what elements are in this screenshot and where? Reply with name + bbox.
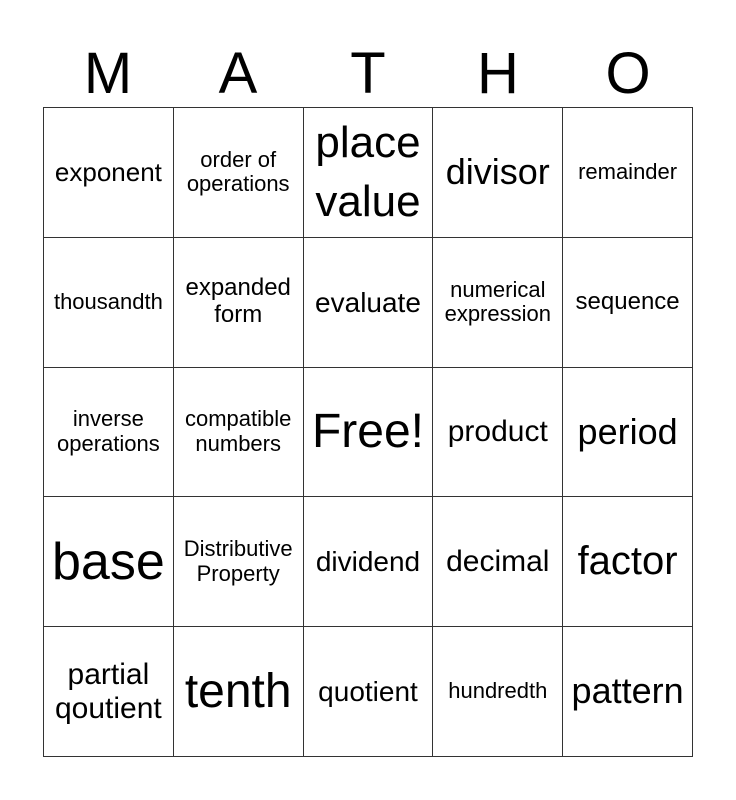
cell-label: dividend xyxy=(315,546,421,578)
bingo-cell[interactable] xyxy=(433,497,563,627)
header-letter-h: H xyxy=(477,41,519,106)
bingo-cell[interactable] xyxy=(433,627,563,757)
cell-label: hundredth xyxy=(448,678,548,704)
board-header xyxy=(43,40,693,108)
cell-label: pattern xyxy=(571,670,684,712)
bingo-cell free-space[interactable] xyxy=(304,368,434,498)
header-letter-o: O xyxy=(605,41,651,106)
cell-label: Free! xyxy=(311,405,424,459)
header-letter-m: M xyxy=(83,41,133,106)
cell-label: evaluate xyxy=(315,286,421,318)
bingo-cell[interactable] xyxy=(304,238,434,368)
bingo-board xyxy=(43,107,693,757)
bingo-cell[interactable] xyxy=(304,497,434,627)
bingo-cell[interactable] xyxy=(174,368,304,498)
cell-label: thousandth xyxy=(53,288,163,314)
cell-label: period xyxy=(577,410,678,452)
cell-label: order of operations xyxy=(186,146,290,197)
bingo-cell[interactable] xyxy=(563,627,693,757)
bingo-cell[interactable] xyxy=(563,368,693,498)
cell-label: sequence xyxy=(575,287,680,315)
bingo-cell[interactable] xyxy=(174,238,304,368)
bingo-cell[interactable] xyxy=(174,627,304,757)
cell-label: Distributive Property xyxy=(183,536,293,586)
cell-label: compatible numbers xyxy=(184,406,292,456)
cell-label: base xyxy=(52,532,165,591)
cell-label: expanded form xyxy=(185,274,291,329)
cell-label: tenth xyxy=(184,664,292,718)
cell-label: exponent xyxy=(54,156,162,187)
cell-label: decimal xyxy=(446,544,550,578)
cell-label: quotient xyxy=(318,675,418,707)
header-letter-a: A xyxy=(218,41,258,106)
bingo-cell[interactable] xyxy=(563,238,693,368)
bingo-cell[interactable] xyxy=(44,627,174,757)
cell-label: place value xyxy=(315,118,421,227)
cell-label: partial qoutient xyxy=(55,658,162,725)
cell-label: numerical expression xyxy=(444,276,551,327)
bingo-cell[interactable] xyxy=(433,108,563,238)
bingo-cell[interactable] xyxy=(563,108,693,238)
bingo-cell[interactable] xyxy=(304,108,434,238)
bingo-cell[interactable] xyxy=(44,368,174,498)
bingo-cell[interactable] xyxy=(563,497,693,627)
bingo-cell[interactable] xyxy=(44,497,174,627)
cell-label: factor xyxy=(577,539,678,584)
bingo-cell[interactable] xyxy=(433,368,563,498)
header-letter-t: T xyxy=(350,41,386,106)
cell-label: remainder xyxy=(578,159,678,185)
bingo-cell[interactable] xyxy=(174,108,304,238)
cell-label: product xyxy=(447,415,548,449)
bingo-cell[interactable] xyxy=(44,238,174,368)
bingo-cell[interactable] xyxy=(44,108,174,238)
cell-label: divisor xyxy=(445,151,550,193)
cell-label: inverse operations xyxy=(57,406,160,456)
bingo-cell[interactable] xyxy=(174,497,304,627)
bingo-cell[interactable] xyxy=(304,627,434,757)
bingo-cell[interactable] xyxy=(433,238,563,368)
